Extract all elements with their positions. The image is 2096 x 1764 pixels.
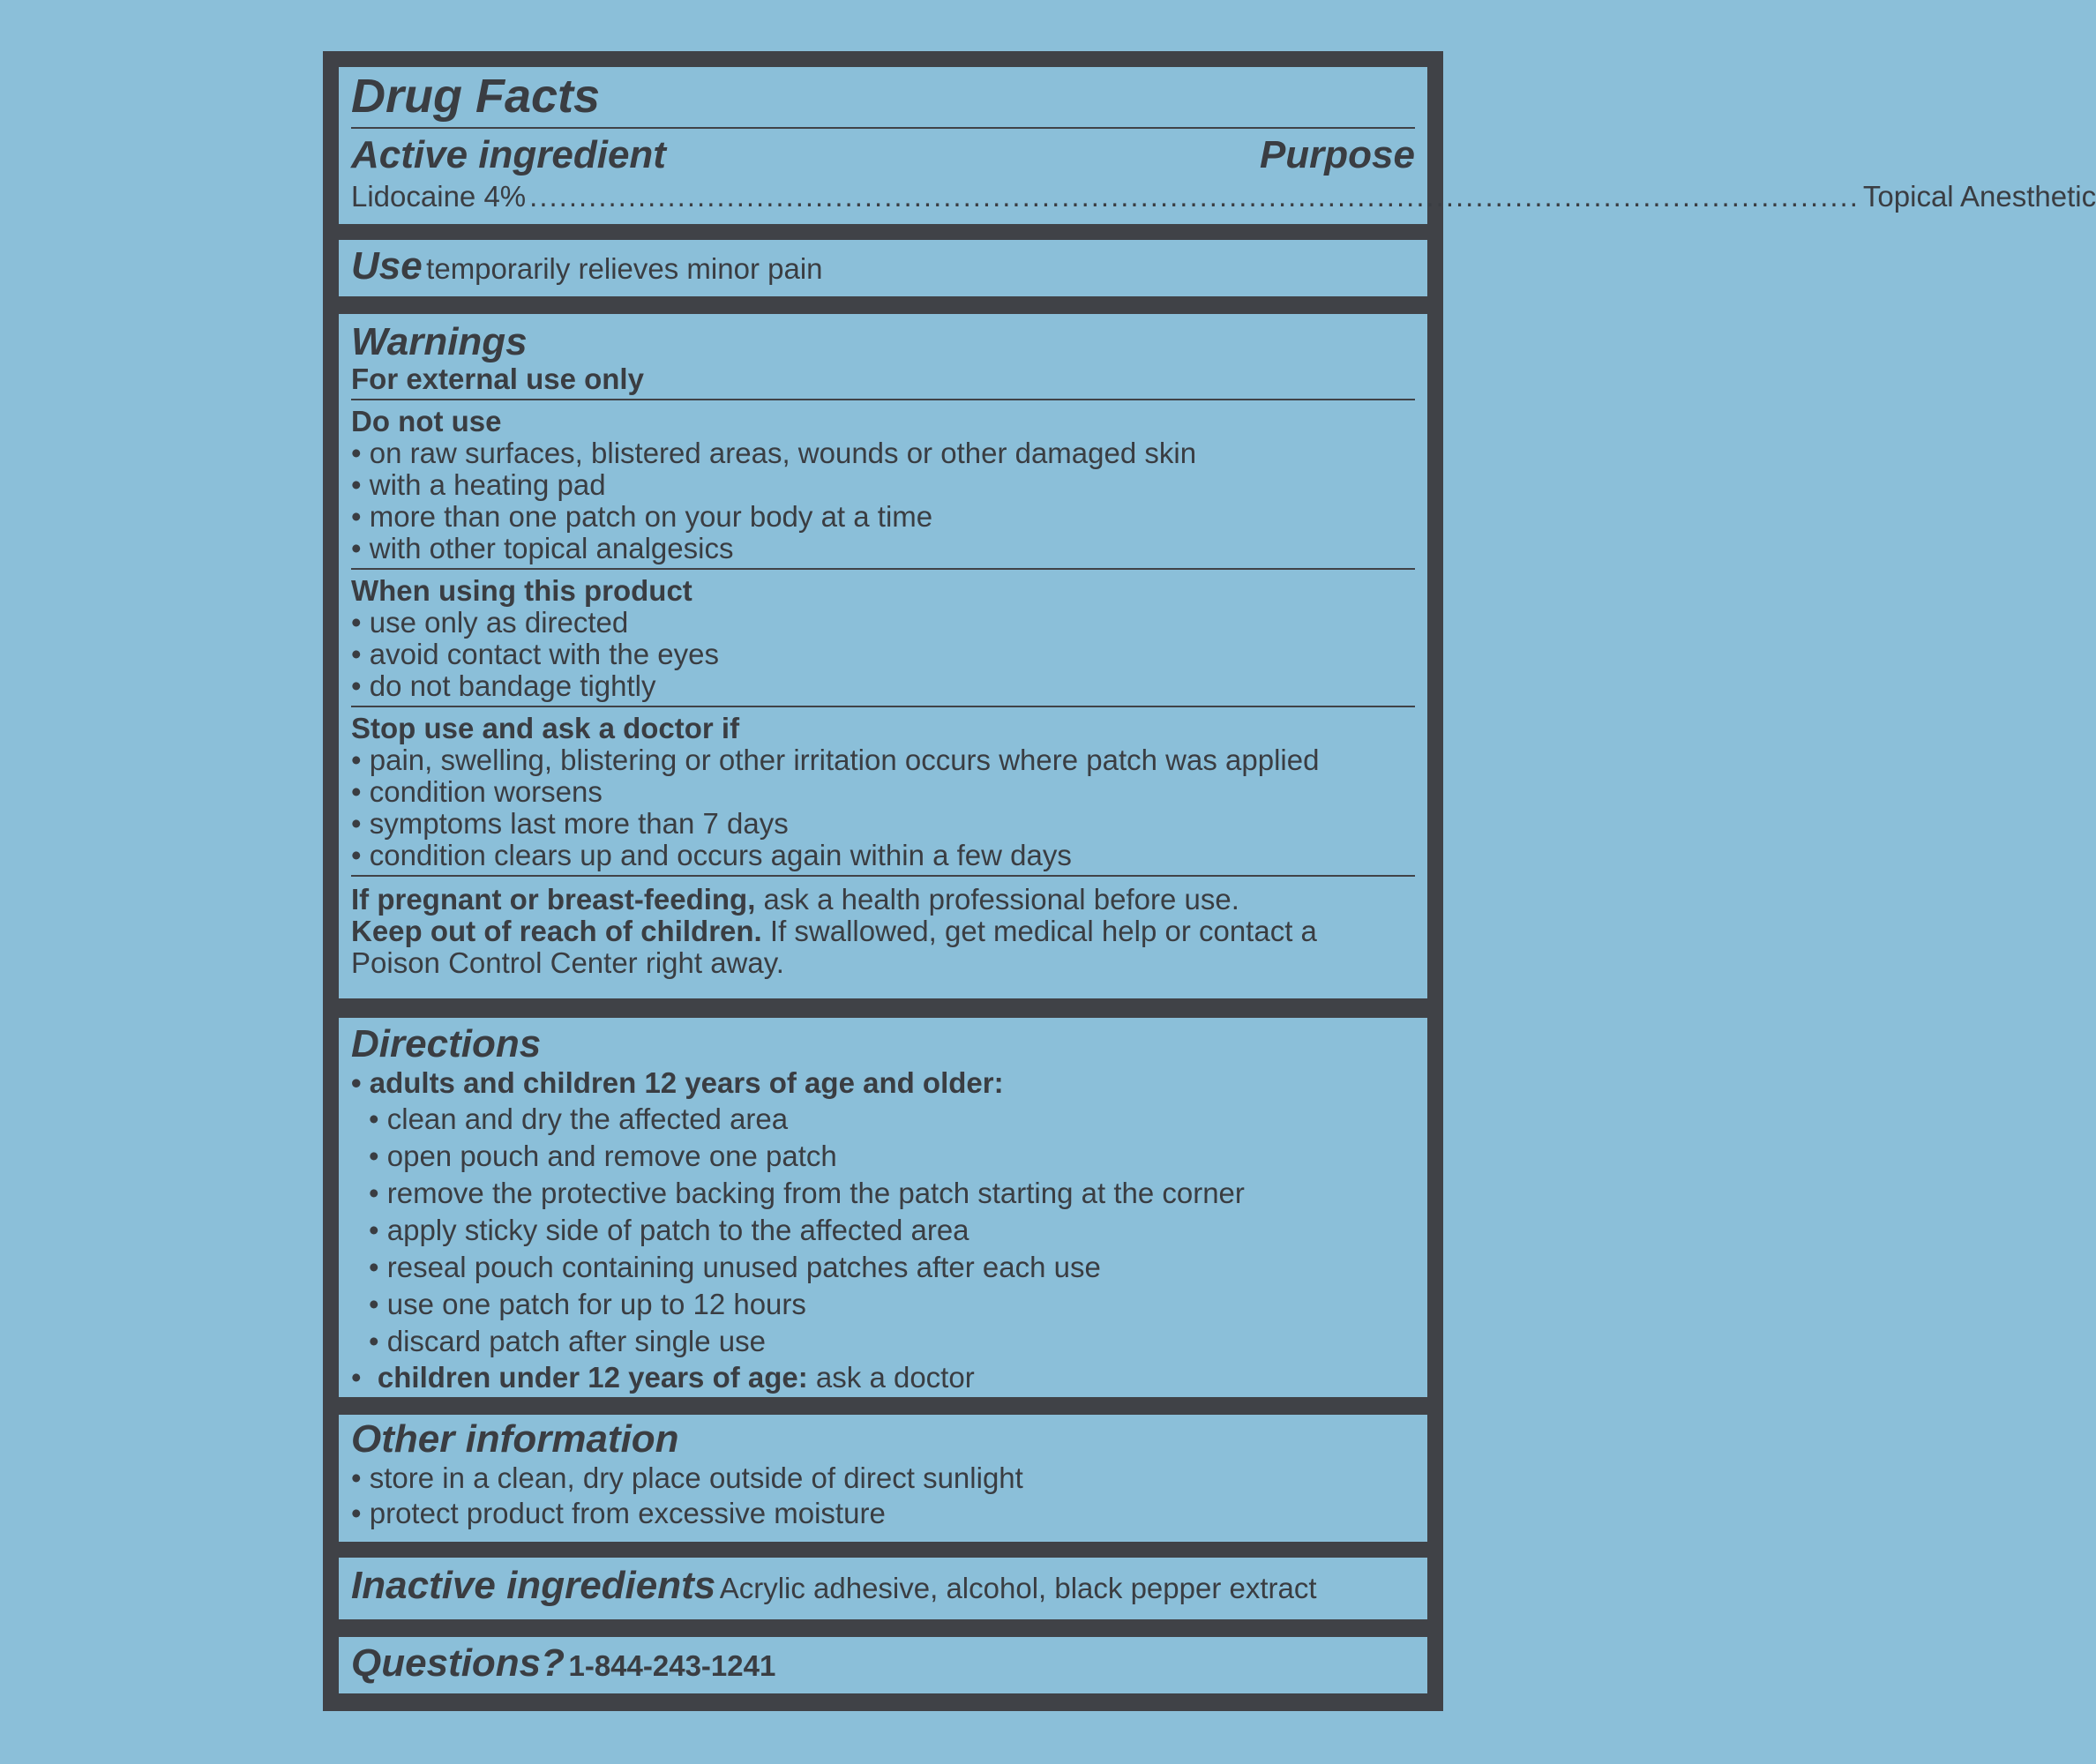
list-item: • clean and dry the affected area <box>351 1101 1415 1138</box>
list-item: • use only as directed <box>351 607 1415 639</box>
do-not-use-heading: Do not use <box>351 405 502 437</box>
list-item: • with a heating pad <box>351 469 1415 501</box>
list-item: • use one patch for up to 12 hours <box>351 1286 1415 1323</box>
questions-phone: 1-844-243-1241 <box>568 1649 776 1682</box>
children-directions <box>351 1360 1415 1395</box>
ingredient-name: Lidocaine 4% <box>351 180 527 213</box>
children-bold: Keep out of reach of children. <box>351 915 762 947</box>
drug-facts-label <box>323 51 2096 1711</box>
list-item: • symptoms last more than 7 days <box>351 808 1415 840</box>
use-text: temporarily relieves minor pain <box>426 252 823 285</box>
questions-panel <box>339 1637 1427 1693</box>
warnings-heading: Warnings <box>351 320 528 363</box>
children-warning <box>351 916 1415 947</box>
ingredient-purpose: Topical Anesthetic <box>1862 180 2096 213</box>
inactive-ingredients-panel <box>339 1558 1427 1619</box>
pregnancy-bold: If pregnant or breast-feeding, <box>351 883 756 916</box>
list-item: • apply sticky side of patch to the affected area <box>351 1212 1415 1249</box>
purpose-heading: Purpose <box>1259 133 1415 176</box>
directions-heading: Directions <box>351 1022 542 1065</box>
active-header-row <box>351 133 1415 176</box>
other-information-panel <box>339 1415 1427 1542</box>
other-information-heading: Other information <box>351 1417 679 1461</box>
inactive-ingredients-heading: Inactive ingredients <box>351 1564 716 1607</box>
children-text: If swallowed, get medical help or contact a <box>769 915 1317 947</box>
children-directions-bold: children under 12 years of age: <box>377 1361 808 1394</box>
directions-panel <box>339 1018 1427 1397</box>
questions-heading: Questions? <box>351 1641 565 1685</box>
pregnancy-warning <box>351 884 1415 916</box>
list-item: • open pouch and remove one patch <box>351 1138 1415 1175</box>
list-item: • more than one patch on your body at a time <box>351 501 1415 533</box>
divider <box>351 706 1415 707</box>
children-warning-cont: Poison Control Center right away. <box>351 946 784 979</box>
divider <box>351 568 1415 570</box>
active-ingredient-row <box>351 180 2096 213</box>
drug-facts-title: Drug Facts <box>351 70 601 123</box>
inactive-ingredients-text: Acrylic adhesive, alcohol, black pepper extract <box>719 1572 1317 1604</box>
list-item: • store in a clean, dry place outside of direct sunlight <box>351 1461 1415 1496</box>
children-directions-text: ask a doctor <box>815 1361 975 1394</box>
external-use-text: For external use only <box>351 363 644 395</box>
leader-dots: ....................................................................................................................................... <box>529 180 1860 213</box>
list-item: • reseal pouch containing unused patches after each use <box>351 1249 1415 1286</box>
list-item: • remove the protective backing from the patch starting at the corner <box>351 1175 1415 1212</box>
list-item: • do not bandage tightly <box>351 670 1415 702</box>
divider <box>351 127 1415 129</box>
list-item: • condition clears up and occurs again within a few days <box>351 840 1415 871</box>
list-item: • condition worsens <box>351 776 1415 808</box>
list-item: • avoid contact with the eyes <box>351 639 1415 670</box>
list-item: • discard patch after single use <box>351 1323 1415 1360</box>
list-item: • pain, swelling, blistering or other irritation occurs where patch was applied <box>351 744 1415 776</box>
warnings-panel <box>339 314 1427 998</box>
active-ingredient-heading: Active ingredient <box>351 133 666 176</box>
use-heading: Use <box>351 244 423 288</box>
list-item: • protect product from excessive moisture <box>351 1496 1415 1531</box>
stop-use-heading: Stop use and ask a doctor if <box>351 712 740 744</box>
divider <box>351 399 1415 400</box>
list-item: • on raw surfaces, blistered areas, wounds or other damaged skin <box>351 437 1415 469</box>
divider <box>351 875 1415 877</box>
active-ingredient-panel <box>339 67 2096 224</box>
use-panel <box>339 240 1427 296</box>
when-using-heading: When using this product <box>351 574 692 607</box>
pregnancy-text: ask a health professional before use. <box>763 883 1239 916</box>
list-item: • with other topical analgesics <box>351 533 1415 564</box>
adults-directions: • adults and children 12 years of age and older: <box>351 1065 1415 1101</box>
